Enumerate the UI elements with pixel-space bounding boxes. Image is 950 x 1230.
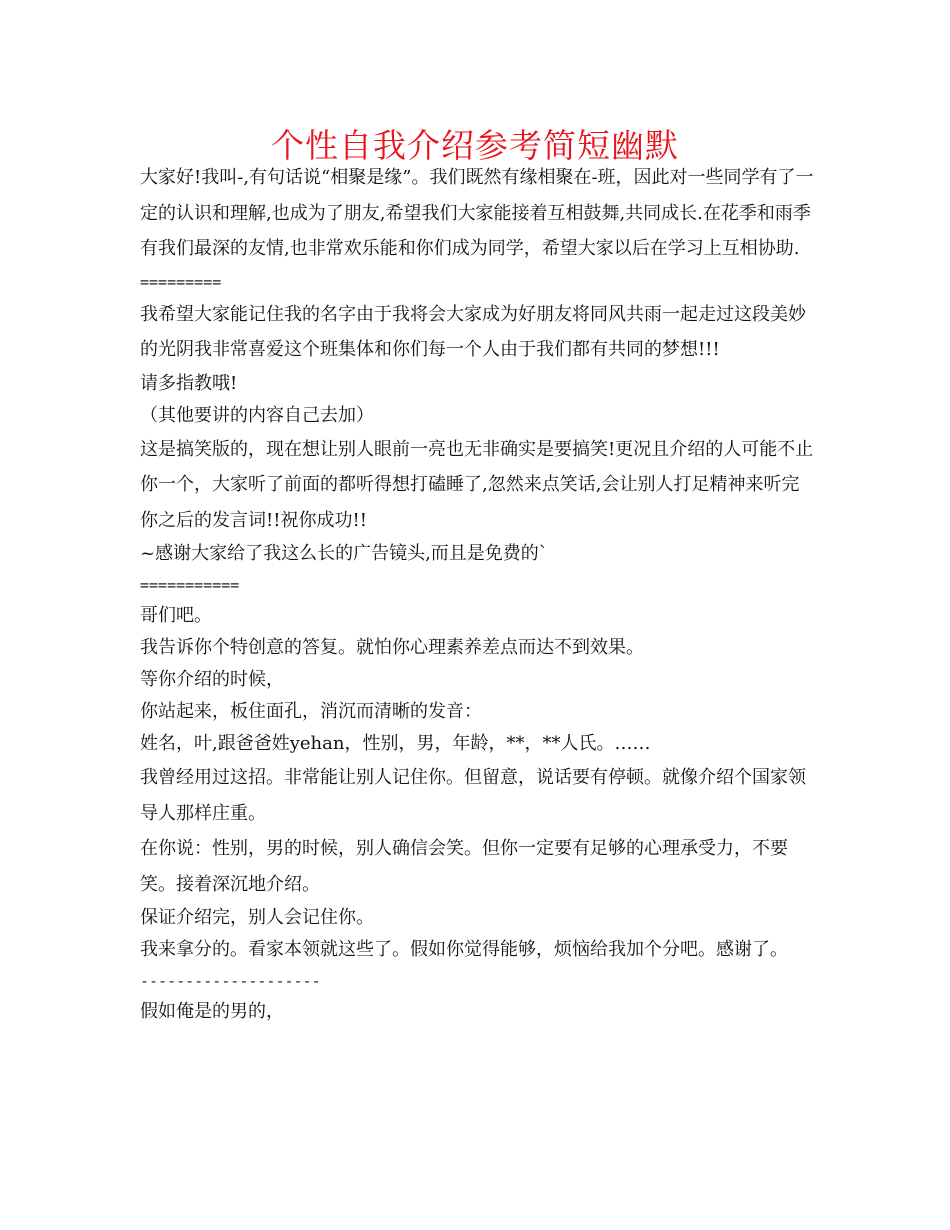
paragraph-remember-name: 我希望大家能记住我的名字由于我将会大家成为好朋友将同风共雨一起走过这段美妙的光阴我非常喜爱这个班集体和你们每一个人由于我们都有共同的梦想!!! <box>140 303 806 360</box>
paragraph-intro: 大家好!我叫-,有句话说“相聚是缘”。我们既然有缘相聚在-班，因此对一些同学有了一定的认识和理解,也成为了朋友,希望我们大家能接着互相鼓舞,共同成长.在花季和雨季有我们最深的友情,也非常欢乐能和你们成为同学，希望大家以后在学习上互相协助. <box>140 167 814 259</box>
separator-equals-1: ========= <box>140 272 222 291</box>
document-body <box>140 160 816 1028</box>
separator-equals-2: =========== <box>140 576 240 594</box>
line-guarantee: 保证介绍完，别人会记住你。 <box>140 907 374 928</box>
line-other-content-note: （其他要讲的内容自己去加） <box>140 404 374 426</box>
line-score-request: 我来拿分的。看家本领就这些了。假如你觉得能够，烦恼给我加个分吧。感谢了。 <box>140 939 788 960</box>
line-stand-up: 你站起来，板住面孔，消沉而清晰的发音： <box>140 701 482 722</box>
line-buddy: 哥们吧。 <box>140 605 212 626</box>
separator-dashes: -------------------- <box>140 972 321 990</box>
line-when-introducing: 等你介绍的时候， <box>140 669 284 690</box>
document-title: 个性自我介绍参考简短幽默 <box>271 126 679 165</box>
line-creative-answer: 我告诉你个特创意的答复。就怕你心理素养差点而达不到效果。 <box>140 637 644 658</box>
line-if-male: 假如俺是的男的， <box>140 1001 284 1022</box>
line-name-example: 姓名，叶,跟爸爸姓yehan，性别，男，年龄，**，**人氏。…… <box>140 733 651 754</box>
paragraph-funny-version: 这是搞笑版的，现在想让别人眼前一亮也无非确实是要搞笑!更况且介绍的人可能不止你一个，大家听了前面的都听得想打磕睡了,忽然来点笑话,会让别人打足精神来听完你之后的发言词!!祝你成功!! <box>140 438 814 531</box>
line-thanks-ad: ~感谢大家给了我这么长的广告镜头,而且是免费的` <box>140 543 548 564</box>
line-please-advise: 请多指教哦! <box>140 372 238 394</box>
paragraph-others-laugh: 在你说：性别，男的时候，别人确信会笑。但你一定要有足够的心理承受力，不要笑。接着深沉地介绍。 <box>140 838 788 895</box>
paragraph-used-trick: 我曾经用过这招。非常能让别人记住你。但留意，说话要有停顿。就像介绍个国家领导人那样庄重。 <box>140 767 806 824</box>
